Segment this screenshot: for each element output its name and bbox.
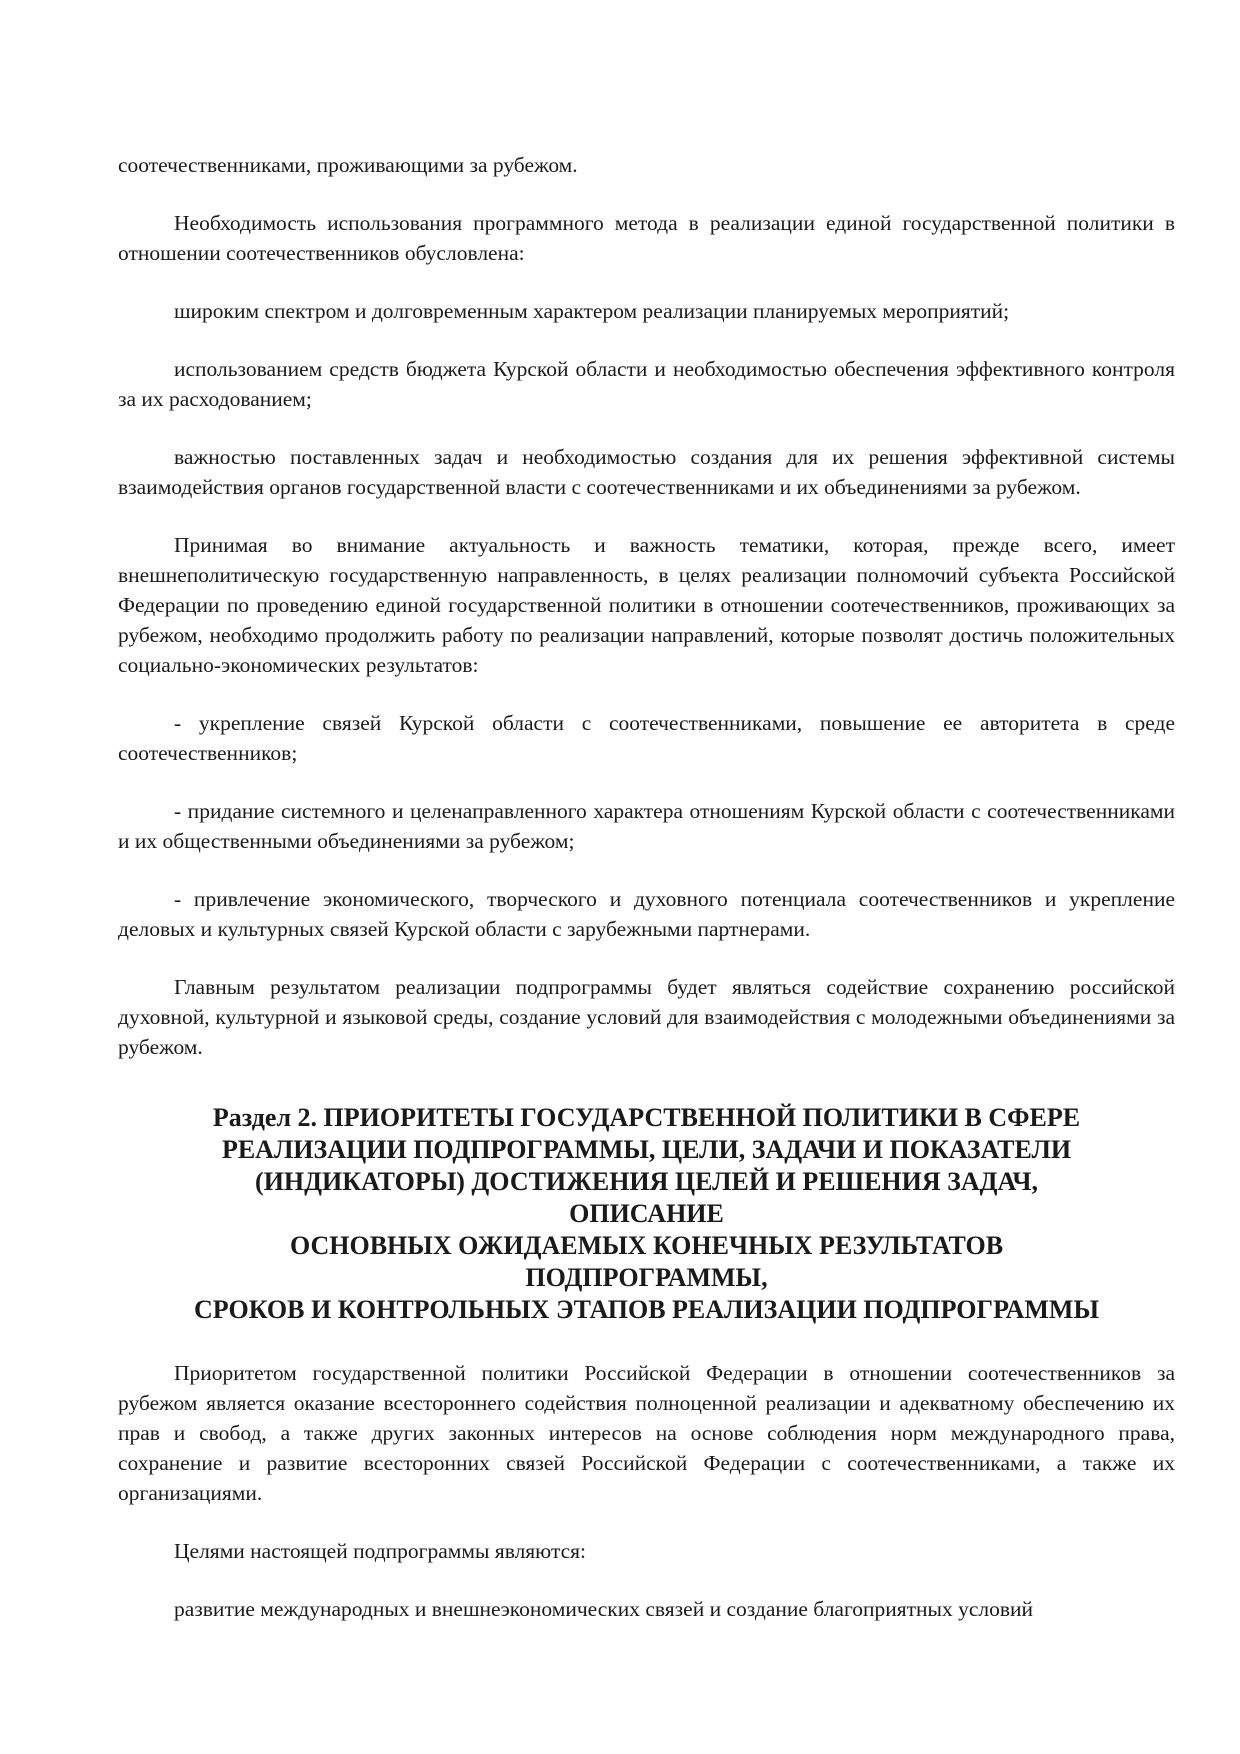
paragraph-budget-funds: использованием средств бюджета Курской области и необходимостью обеспечения эффективного контроля за их расходованием; [118, 357, 1175, 411]
paragraph-main-result: Главным результатом реализации подпрограммы будет являться содействие сохранению российской духовной, культурной и языковой среды, создание условий для взаимодействия с молодежными объединениями за рубежом. [118, 975, 1175, 1059]
section-heading-line: Раздел 2. ПРИОРИТЕТЫ ГОСУДАРСТВЕННОЙ ПОЛИТИКИ В СФЕРЕ [212, 1103, 1081, 1132]
paragraph-goals-intro: Целями настоящей подпрограммы являются: [174, 1539, 587, 1563]
paragraph-program-method: Необходимость использования программного метода в реализации единой государственной политики в отношении соотечественников обусловлена: [118, 211, 1175, 265]
list-item-systemic-character: - придание системного и целенаправленного характера отношениям Курской области с соотечественниками и их общественными объединениями за рубежом; [118, 799, 1175, 853]
section-heading-line: ПОДПРОГРАММЫ, [525, 1263, 768, 1292]
paragraph-wide-spectrum: широким спектром и долговременным характером реализации планируемых мероприятий; [174, 299, 1010, 323]
section-heading [118, 1102, 1175, 1326]
paragraph-continuation: соотечественниками, проживающими за рубежом. [118, 153, 578, 177]
paragraph-policy-priority: Приоритетом государственной политики Российской Федерации в отношении соотечественников за рубежом является оказание всестороннего содействия полноценной реализации и адекватному обеспечению их прав и свобод, а также других законных интересов на основе соблюдения норм международного права, сохранение и развитие всесторонних связей Российской Федерации с соотечественниками, а также их организациями. [118, 1361, 1175, 1505]
list-item-strengthen-ties: - укрепление связей Курской области с соотечественниками, повышение ее авторитета в среде соотечественников; [118, 711, 1175, 765]
document-page [118, 150, 1175, 1652]
list-item-attract-potential: - привлечение экономического, творческого и духовного потенциала соотечественников и укрепление деловых и культурных связей Курской области с зарубежными партнерами. [118, 887, 1175, 941]
section-heading-line: СРОКОВ И КОНТРОЛЬНЫХ ЭТАПОВ РЕАЛИЗАЦИИ ПОДПРОГРАММЫ [193, 1295, 1100, 1324]
section-heading-line: (ИНДИКАТОРЫ) ДОСТИЖЕНИЯ ЦЕЛЕЙ И РЕШЕНИЯ ЗАДАЧ, [255, 1167, 1038, 1196]
section-heading-line: ОСНОВНЫХ ОЖИДАЕМЫХ КОНЕЧНЫХ РЕЗУЛЬТАТОВ [289, 1231, 1004, 1260]
paragraph-task-importance: важностью поставленных задач и необходимостью создания для их решения эффективной системы взаимодействия органов государственной власти с соотечественниками и их объединениями за рубежом. [118, 445, 1175, 499]
section-heading-line: ОПИСАНИЕ [569, 1199, 724, 1228]
section-heading-line: РЕАЛИЗАЦИИ ПОДПРОГРАММЫ, ЦЕЛИ, ЗАДАЧИ И ПОКАЗАТЕЛИ [221, 1135, 1072, 1164]
paragraph-considering-relevance: Принимая во внимание актуальность и важность тематики, которая, прежде всего, имеет внешнеполитическую государственную направленность, в целях реализации полномочий субъекта Российской Федерации по проведению единой государственной политики в отношении соотечественников, проживающих за рубежом, необходимо продолжить работу по реализации направлений, которые позволят достичь положительных социально-экономических результатов: [118, 533, 1175, 677]
paragraph-goal-development: развитие международных и внешнеэкономических связей и создание благоприятных условий [174, 1597, 1034, 1621]
